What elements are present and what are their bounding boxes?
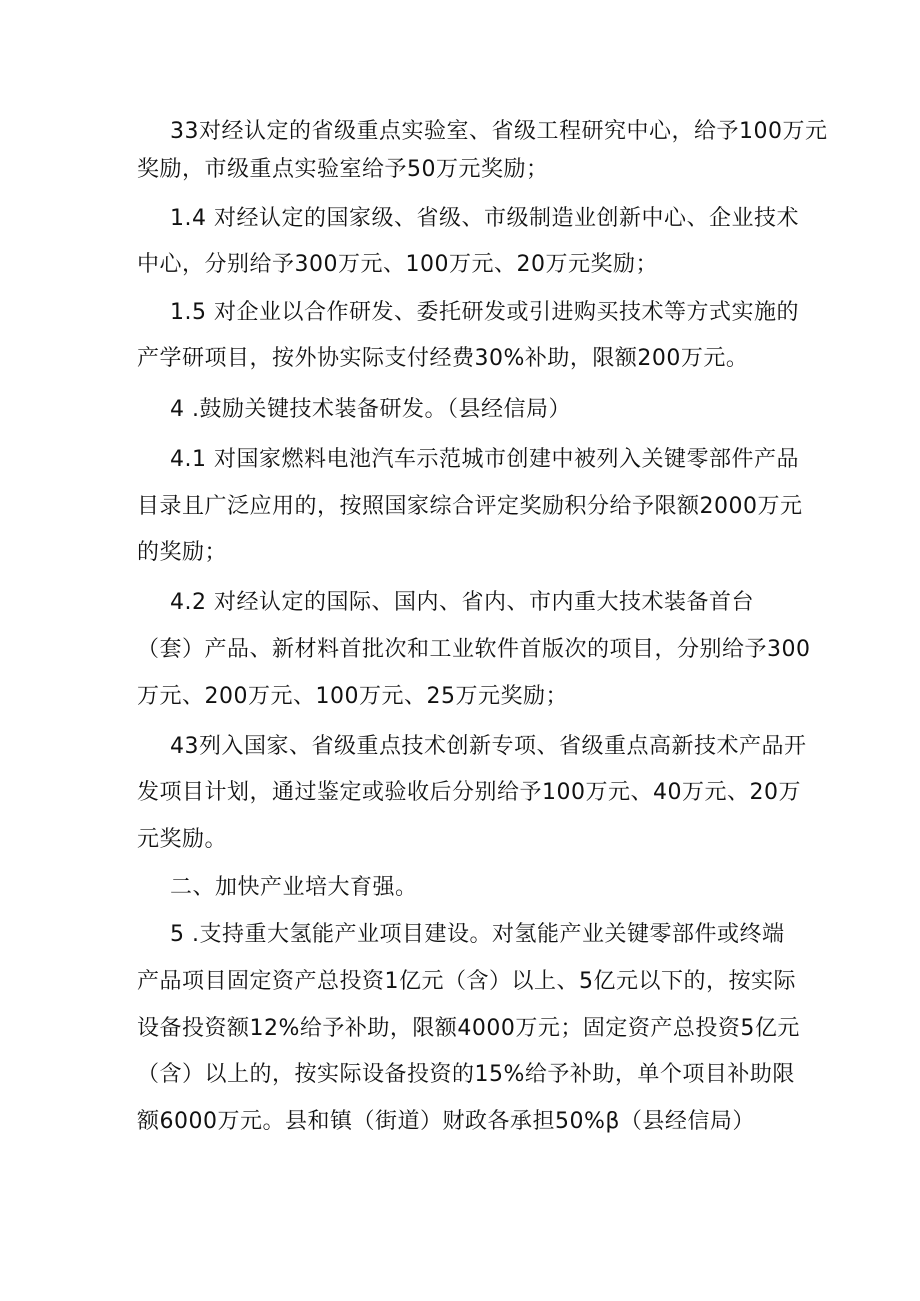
paragraph-4-1-line-3: 的奖励； [137,540,228,565]
section-4-heading: 4 .鼓励关键技术装备研发。（县经信局） [170,397,571,422]
paragraph-4-3-line-1: 43列入国家、省级重点技术创新专项、省级重点高新技术产品开 [170,734,807,759]
section-two-heading: 二、加快产业培大育强。 [170,875,418,900]
paragraph-1-5-line-2: 产学研项目，按外协实际支付经费30%补助，限额200万元。 [137,346,749,371]
paragraph-5-line-5: 额6000万元。县和镇（街道）财政各承担50%β（县经信局） [137,1109,755,1134]
paragraph-4-1-line-2: 目录且广泛应用的，按照国家综合评定奖励积分给予限额2000万元 [137,494,803,519]
paragraph-3-3-line-2: 奖励，市级重点实验室给予50万元奖励； [137,157,549,182]
paragraph-4-2-line-3: 万元、200万元、100万元、25万元奖励； [137,684,568,709]
paragraph-4-3-line-3: 元奖励。 [137,827,228,852]
paragraph-4-2-line-1: 4.2 对经认定的国际、国内、省内、市内重大技术装备首台 [170,590,754,615]
paragraph-4-3-line-2: 发项目计划，通过鉴定或验收后分别给予100万元、40万元、20万 [137,780,801,805]
paragraph-5-line-4: （含）以上的，按实际设备投资的15%给予补助，单个项目补助限 [137,1062,795,1087]
paragraph-5-line-2: 产品项目固定资产总投资1亿元（含）以上、5亿元以下的，按实际 [137,969,796,994]
paragraph-1-5-line-1: 1.5 对企业以合作研发、委托研发或引进购买技术等方式实施的 [170,300,799,325]
paragraph-1-4-line-2: 中心，分别给予300万元、100万元、20万元奖励； [137,252,658,277]
paragraph-5-line-1: 5 .支持重大氢能产业项目建设。对氢能产业关键零部件或终端 [170,922,785,947]
paragraph-1-4-line-1: 1.4 对经认定的国家级、省级、市级制造业创新中心、企业技术 [170,206,799,231]
paragraph-4-1-line-1: 4.1 对国家燃料电池汽车示范城市创建中被列入关键零部件产品 [170,447,799,472]
paragraph-4-2-line-2: （套）产品、新材料首批次和工业软件首版次的项目，分别给予300 [137,637,811,662]
paragraph-3-3-line-1: 33对经认定的省级重点实验室、省级工程研究中心，给予100万元 [170,119,828,144]
paragraph-5-line-3: 设备投资额12%给予补助，限额4000万元；固定资产总投资5亿元 [137,1016,800,1041]
